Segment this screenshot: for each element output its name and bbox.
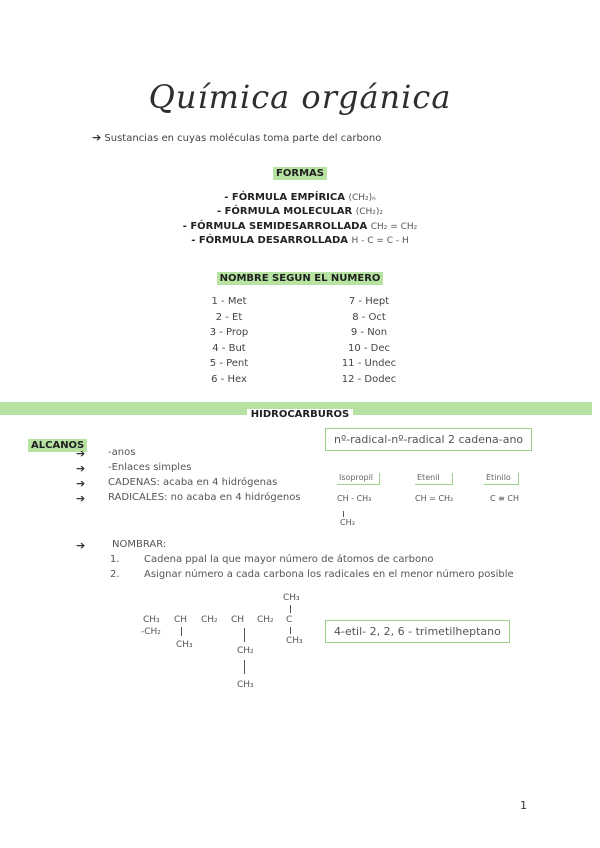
radical-formula: CH - CH₃ bbox=[337, 494, 372, 503]
formula-label: - FÓRMULA DESARROLLADA bbox=[191, 235, 349, 246]
bullet-item bbox=[76, 492, 301, 505]
alcanos-heading: ALCANOS bbox=[28, 439, 87, 452]
step-item bbox=[110, 554, 434, 565]
number-prefix: 2 - Et bbox=[215, 311, 243, 323]
struct-below-c6: CH₃ bbox=[286, 636, 303, 646]
radical-formula: C ≡ CH bbox=[490, 494, 519, 503]
bullet-text: CADENAS: acaba en 4 hidrógenas bbox=[108, 477, 278, 488]
radical-isopropil bbox=[337, 473, 380, 527]
radical-sub: CH₃ bbox=[340, 518, 355, 527]
number-prefix: 7 - Hept bbox=[348, 296, 390, 307]
bond-line bbox=[290, 605, 291, 613]
number-prefix: 4 - But bbox=[212, 342, 246, 354]
page-number: 1 bbox=[520, 799, 527, 812]
step-item bbox=[110, 569, 514, 580]
radical-name: Isopropil bbox=[337, 473, 380, 485]
nombrar-heading: NOMBRAR: bbox=[112, 539, 167, 550]
struct-c4: CH bbox=[231, 615, 245, 625]
arrow-icon: ➔ bbox=[76, 462, 86, 475]
struct-c5: CH₂ bbox=[257, 615, 274, 625]
formas-heading-wrap bbox=[0, 161, 600, 180]
formula-label: - FÓRMULA MOLECULAR bbox=[216, 206, 353, 217]
number-prefix: 12 - Dodec bbox=[341, 373, 397, 385]
nombrar-heading-line bbox=[76, 539, 167, 552]
bullet-item bbox=[76, 462, 192, 475]
arrow-icon: ➔ bbox=[76, 477, 86, 490]
number-prefix: 6 - Hex bbox=[211, 373, 247, 385]
struct-c1b: -CH₂ bbox=[141, 627, 161, 637]
formula-semidesarrollada bbox=[0, 221, 600, 232]
arrow-icon: ➔ bbox=[76, 447, 86, 460]
arrow-icon: ➔ bbox=[76, 492, 86, 505]
naming-formula-box: nº-radical-nº-radical 2 cadena-ano bbox=[325, 428, 532, 451]
intro-line bbox=[92, 131, 381, 144]
formula-example: H - C = C - H bbox=[351, 236, 409, 246]
number-prefix: 5 - Pent bbox=[209, 358, 249, 369]
hidrocarburos-heading: HIDROCARBUROS bbox=[247, 409, 354, 420]
bullet-item bbox=[76, 447, 136, 460]
step-number: 1. bbox=[110, 554, 120, 565]
step-text: Cadena ppal la que mayor número de átomos de carbono bbox=[144, 554, 434, 565]
struct-c3: CH₂ bbox=[201, 615, 218, 625]
numbers-left-column bbox=[194, 296, 264, 389]
struct-top: CH₃ bbox=[283, 593, 300, 603]
nombres-heading: NOMBRE SEGUN EL NUMERO bbox=[217, 272, 384, 285]
bullet-text: RADICALES: no acaba en 4 hidrógenos bbox=[108, 492, 301, 503]
radical-name: Etinilo bbox=[484, 473, 519, 485]
formula-empirica bbox=[0, 192, 600, 203]
struct-below-c4-2: CH₃ bbox=[237, 680, 254, 690]
formula-example: (CH₂)ₙ bbox=[348, 193, 376, 203]
bond-line bbox=[343, 511, 344, 517]
numbers-right-column bbox=[334, 296, 404, 389]
struct-c1a: CH₃ bbox=[143, 615, 160, 625]
formula-desarrollada bbox=[0, 235, 600, 246]
radical-name: Etenil bbox=[415, 473, 453, 485]
bond-line bbox=[290, 627, 291, 634]
number-prefix: 1 - Met bbox=[211, 296, 247, 307]
step-number: 2. bbox=[110, 569, 120, 580]
struct-c2: CH bbox=[174, 615, 188, 625]
number-prefix: 8 - Oct bbox=[352, 311, 386, 323]
formula-example: CH₂ = CH₂ bbox=[370, 222, 418, 232]
bullet-item bbox=[76, 477, 278, 490]
number-prefix: 3 - Prop bbox=[209, 327, 249, 338]
struct-below-c2: CH₃ bbox=[176, 640, 193, 650]
formula-label: - FÓRMULA EMPÍRICA bbox=[224, 192, 345, 203]
bullet-text: -Enlaces simples bbox=[108, 462, 192, 473]
struct-below-c4-1: CH₂ bbox=[237, 646, 254, 656]
step-text: Asignar número a cada carbona los radicales en el menor número posible bbox=[144, 569, 514, 580]
radical-etenil bbox=[415, 473, 453, 503]
nombres-heading-wrap bbox=[0, 266, 600, 285]
number-prefix: 10 - Dec bbox=[347, 342, 391, 354]
formula-molecular bbox=[0, 206, 600, 217]
bond-line bbox=[181, 627, 182, 636]
formas-heading: FORMAS bbox=[273, 167, 327, 180]
bond-line bbox=[244, 660, 245, 674]
arrow-icon: ➔ bbox=[76, 539, 86, 552]
page-title: Química orgánica bbox=[148, 78, 452, 116]
number-prefix: 11 - Undec bbox=[341, 358, 397, 369]
formula-example: (CH₂)₂ bbox=[355, 207, 384, 217]
answer-box: 4-etil- 2, 2, 6 - trimetilheptano bbox=[325, 620, 510, 643]
radical-formula: CH = CH₂ bbox=[415, 494, 454, 503]
intro-text: Sustancias en cuyas moléculas toma parte del carbono bbox=[104, 133, 382, 144]
struct-c6: C bbox=[286, 615, 293, 625]
bullet-text: -anos bbox=[108, 447, 136, 458]
radical-etinilo bbox=[484, 473, 519, 503]
bond-line bbox=[244, 628, 245, 642]
number-prefix: 9 - Non bbox=[350, 327, 388, 338]
formula-label: - FÓRMULA SEMIDESARROLLADA bbox=[182, 221, 368, 232]
hidrocarburos-heading-wrap bbox=[0, 402, 600, 421]
arrow-icon: ➔ bbox=[92, 131, 102, 144]
